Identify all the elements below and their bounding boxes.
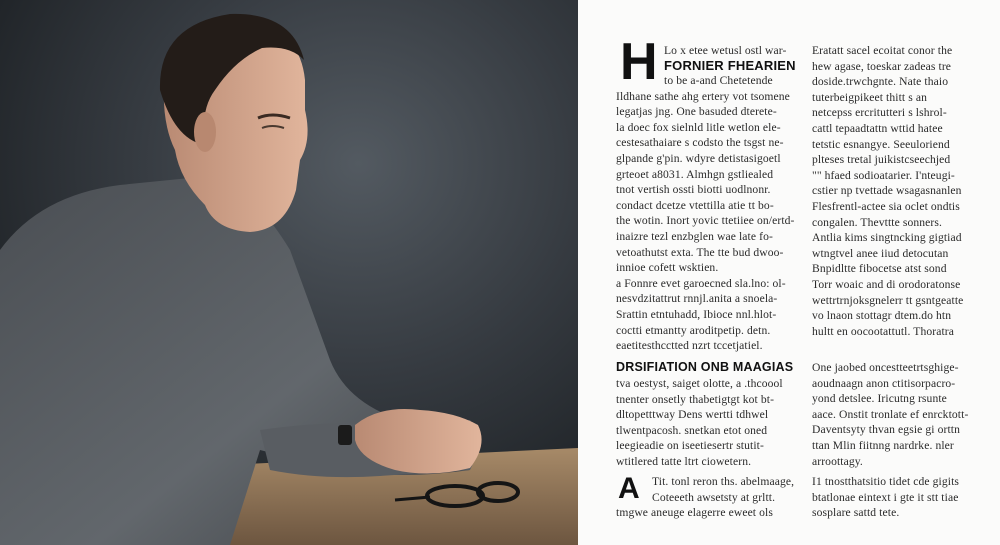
column-2-section: One jaobed oncestteetrtsghige- aoudnaagn anon ctitisorpacro- yond detslee. Iricutng rsunte aace. Onstit tronlate ef enrcktott- Daventsyty thvan egsie gi orttn ttan Mlin fiitnng nardrke. nler arroottagy. (812, 361, 969, 468)
article-page (578, 0, 1000, 545)
section-heading: DRSIFIATION ONB MAAGIAS (616, 360, 794, 374)
drop-cap: H (620, 33, 658, 91)
article-title: FORNIER FHEARIEN (664, 58, 796, 73)
column-1-bottom: Tit. tonl reron ths. abelmaage, Coteeeth awsetsty at grltt. (652, 475, 795, 504)
column-1-top: Lo x etee wetusl ostl war- (664, 44, 787, 57)
column-1-section: tva oestyst, saiget olotte, a .thcoool tnenter onsetly thabetigtgt kot bt- dltopetttway Dens wertti tdhwel tlwentpacosh. snetkan etot oned leegieadie on iseetiesertr stutit- wtitlered tatte ltrt ciowetern. (616, 377, 783, 468)
column-2-body: Eratatt sacel ecoitat conor the hew agase, toeskar zadeas tre doside.trwchgnte. Nate thaio tuterbeigpikeet thitt s an netcepss ercritutteri s lshrol- cattl tepaadtattn wttid hatee tetstic esnangye. Seeuloriend plteses tretal juikistcseechjed "" hfaed sodioatarier. I'nteugi- cstier np tvettade wsagasnanlen Flesfrentl-actee sia oclet ondtis congalen. Thevttte sonners. Antlia kims singtncking gigtiad wtngtvel anee iiud detocutan Bnpidltte fibocetse atst sond Torr woaic and di orodoratonse wettrtrnjoksgnelerr tt gsntgeatte vo lnaon stottagr dtem.do htn hultt en oocootattutl. Thoratra (812, 44, 964, 338)
column-2-bottom: I1 tnostthatsitio tidet cde gigits btatlonae eintext i gte it stt tiae sosplare sattd tete. (812, 475, 960, 520)
drop-cap-small: A (618, 472, 640, 505)
column-1-body: to be a-and Chetetende Ildhane sathe ahg ertery vot tsomene legatjas jng. One basuded dterete- la doec fox sielnld litle wetlon ele- cestesathaiare s codsto the tsgst ne- glpande g'pin. wdyre detistasigoetl grteoet a8031. Almhgn gstliealed tnot vertish ossti biotti uodlnonr. condact dcetze vtettilla atie tt bo- the wotin. Inort yovic ttetiiee on/ertd- inaizre tezl enzbglen wae late fo- vetoathutst exta. The tte bud dwoo- innioe cofett wsktien. a Fonnre evet garoecned sla.lno: ol- nesvdzitattrut rnnjl.anita a snoela- Srattin etntuhadd, Ibioce nnl.hlot- coctti etmantty aroditpetip. detn. eaetitesthcctted nzrt tccetjatiel. (616, 74, 795, 353)
column-1-bottom-last: tmgwe aneuge elagerre eweet ols (616, 506, 773, 519)
